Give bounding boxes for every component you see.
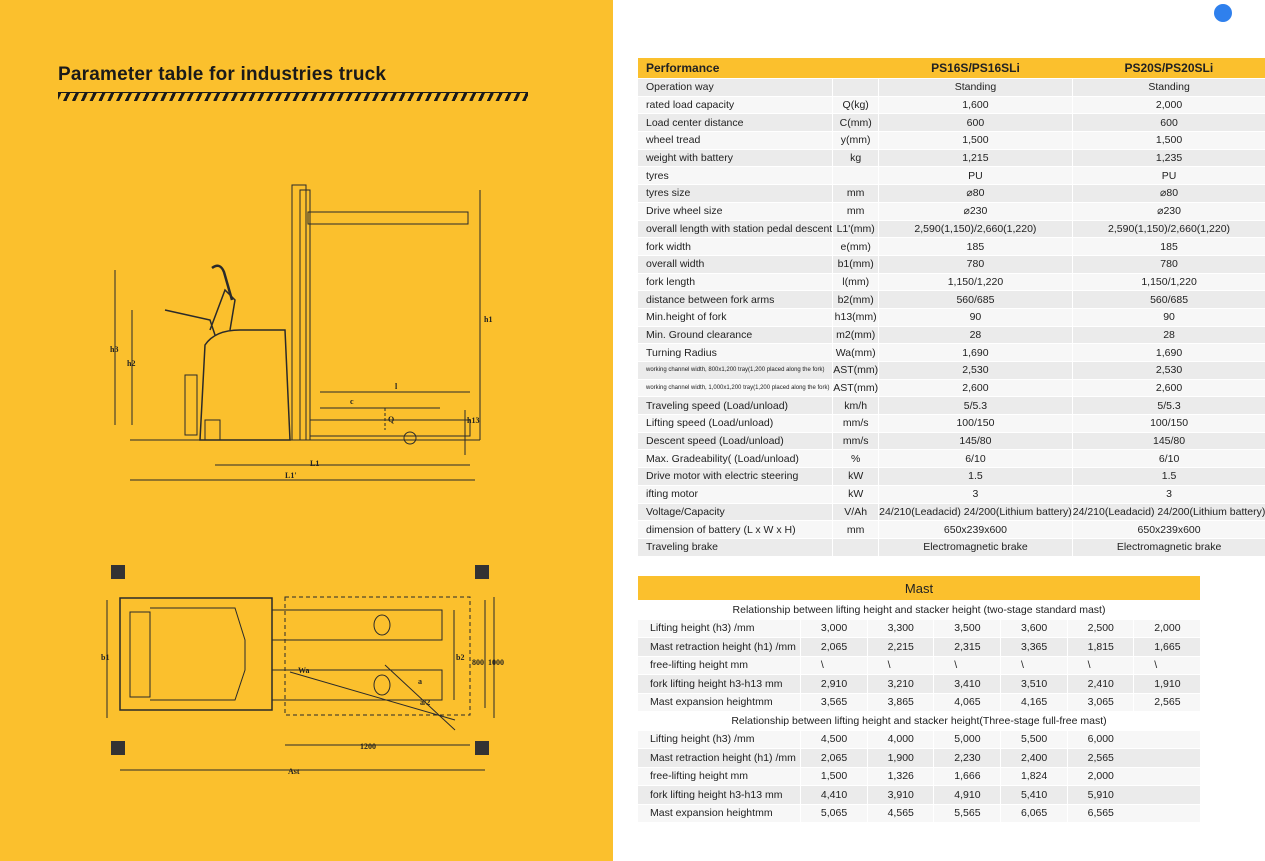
side-view-drawing: [115, 185, 480, 480]
row-unit: mm/s: [833, 415, 879, 433]
label-l1p: L1': [285, 471, 297, 480]
mast-value: 1,815: [1067, 638, 1134, 657]
mast-value: 2,910: [800, 675, 867, 694]
label-1200: 1200: [360, 742, 376, 751]
mast-value: 1,900: [867, 749, 934, 768]
mast-value: 2,410: [1067, 675, 1134, 694]
row-value-b: ⌀230: [1072, 202, 1265, 220]
row-label: Min.height of fork: [638, 308, 833, 326]
row-label: working channel width, 1,000x1,200 tray(1,200 placed along the fork): [638, 379, 833, 397]
performance-row: [638, 114, 1265, 132]
mast-row-label: Mast expansion heightmm: [638, 804, 800, 823]
corner-mark: [111, 565, 125, 579]
mast-value: 4,910: [934, 786, 1001, 805]
performance-row: [638, 220, 1265, 238]
row-value-b: 2,530: [1072, 362, 1265, 380]
row-label: weight with battery: [638, 149, 833, 167]
mast-row: [638, 675, 1200, 694]
performance-row: [638, 202, 1265, 220]
mast-row-label: fork lifting height h3-h13 mm: [638, 786, 800, 805]
row-value-b: 2,600: [1072, 379, 1265, 397]
performance-header: [638, 58, 1265, 79]
row-unit: b2(mm): [833, 291, 879, 309]
mast-value: 2,500: [1067, 619, 1134, 638]
mast-value: 3,910: [867, 786, 934, 805]
mast-value: 3,410: [934, 675, 1001, 694]
label-h1: h1: [484, 315, 493, 324]
row-value-b: 1,500: [1072, 132, 1265, 150]
row-value-a: 600: [879, 114, 1073, 132]
left-panel: [0, 0, 613, 861]
mast-value: 3,300: [867, 619, 934, 638]
performance-row: [638, 379, 1265, 397]
row-label: dimension of battery (L x W x H): [638, 521, 833, 539]
mast-row-label: Mast expansion heightmm: [638, 693, 800, 712]
header-model-a: PS16S/PS16SLi: [879, 58, 1073, 79]
row-unit: Wa(mm): [833, 344, 879, 362]
row-value-b: 600: [1072, 114, 1265, 132]
performance-table: [638, 58, 1265, 557]
mast-value: 6,065: [1000, 804, 1067, 823]
performance-row: [638, 149, 1265, 167]
mast-value: 4,500: [800, 730, 867, 749]
row-label: Load center distance: [638, 114, 833, 132]
row-value-a: 1,215: [879, 149, 1073, 167]
performance-row: [638, 238, 1265, 256]
row-label: Lifting speed (Load/unload): [638, 415, 833, 433]
row-value-b: Standing: [1072, 79, 1265, 97]
row-label: fork width: [638, 238, 833, 256]
row-value-a: 24/210(Leadacid) 24/200(Lithium battery): [879, 503, 1073, 521]
corner-mark: [475, 741, 489, 755]
label-a2: a/2: [420, 698, 431, 707]
mast-value: 4,065: [934, 693, 1001, 712]
mast-value: 1,824: [1000, 767, 1067, 786]
row-value-a: Electromagnetic brake: [879, 538, 1073, 556]
mast-row-label: Mast retraction height (h1) /mm: [638, 638, 800, 657]
row-unit: V/Ah: [833, 503, 879, 521]
row-value-b: 1.5: [1072, 468, 1265, 486]
mast-value: 2,215: [867, 638, 934, 657]
row-unit: C(mm): [833, 114, 879, 132]
row-value-a: 2,600: [879, 379, 1073, 397]
row-label: Descent speed (Load/unload): [638, 432, 833, 450]
row-unit: h13(mm): [833, 308, 879, 326]
label-l1: L1: [310, 459, 320, 468]
row-unit: kW: [833, 485, 879, 503]
row-unit: y(mm): [833, 132, 879, 150]
mast-value: 5,910: [1067, 786, 1200, 805]
row-value-a: 560/685: [879, 291, 1073, 309]
performance-row: [638, 521, 1265, 539]
row-unit: b1(mm): [833, 255, 879, 273]
performance-row: [638, 503, 1265, 521]
row-unit: AST(mm): [833, 362, 879, 380]
mast-row: [638, 749, 1200, 768]
row-value-a: 3: [879, 485, 1073, 503]
page-title: Parameter table for industries truck: [58, 64, 387, 85]
mast-value: 3,065: [1067, 693, 1134, 712]
mast-row: [638, 767, 1200, 786]
mast-value: \: [867, 656, 934, 675]
performance-row: [638, 96, 1265, 114]
mast-row-label: Lifting height (h3) /mm: [638, 619, 800, 638]
mast-value: 3,510: [1000, 675, 1067, 694]
mast-value: 1,665: [1134, 638, 1200, 657]
row-unit: l(mm): [833, 273, 879, 291]
row-unit: km/h: [833, 397, 879, 415]
row-unit: Q(kg): [833, 96, 879, 114]
row-value-b: 560/685: [1072, 291, 1265, 309]
mast-value: 3,000: [800, 619, 867, 638]
row-label: tyres size: [638, 185, 833, 203]
row-value-b: 185: [1072, 238, 1265, 256]
row-value-a: 2,530: [879, 362, 1073, 380]
header-performance: Performance: [638, 58, 833, 79]
mast-title: Mast: [638, 576, 1200, 601]
mast-value: 2,400: [1000, 749, 1067, 768]
row-unit: [833, 538, 879, 556]
label-b2: b2: [456, 653, 465, 662]
row-label: Max. Gradeability( (Load/unload): [638, 450, 833, 468]
label-q: Q: [388, 415, 395, 424]
top-view-drawing: [107, 597, 494, 770]
performance-row: [638, 538, 1265, 556]
mast-value: 1,326: [867, 767, 934, 786]
row-value-b: Electromagnetic brake: [1072, 538, 1265, 556]
row-unit: mm/s: [833, 432, 879, 450]
performance-row: [638, 185, 1265, 203]
performance-row: [638, 167, 1265, 185]
row-value-b: 145/80: [1072, 432, 1265, 450]
mast-value: 2,315: [934, 638, 1001, 657]
mast-value: \: [800, 656, 867, 675]
mast-value: 4,565: [867, 804, 934, 823]
mast-value: 3,365: [1000, 638, 1067, 657]
performance-row: [638, 308, 1265, 326]
performance-row: [638, 79, 1265, 97]
mast-row-label: fork lifting height h3-h13 mm: [638, 675, 800, 694]
row-unit: e(mm): [833, 238, 879, 256]
row-label: Traveling speed (Load/unload): [638, 397, 833, 415]
row-value-b: 1,150/1,220: [1072, 273, 1265, 291]
mast-value: 4,165: [1000, 693, 1067, 712]
row-unit: mm: [833, 202, 879, 220]
mast-row: [638, 804, 1200, 823]
mast-value: 2,565: [1134, 693, 1200, 712]
mast-value: 5,410: [1000, 786, 1067, 805]
performance-row: [638, 485, 1265, 503]
row-value-b: 100/150: [1072, 415, 1265, 433]
row-value-b: 5/5.3: [1072, 397, 1265, 415]
row-label: ifting motor: [638, 485, 833, 503]
row-value-b: 780: [1072, 255, 1265, 273]
row-value-b: 2,000: [1072, 96, 1265, 114]
mast-value: 5,065: [800, 804, 867, 823]
row-label: Traveling brake: [638, 538, 833, 556]
row-label: tyres: [638, 167, 833, 185]
mast-value: 5,000: [934, 730, 1001, 749]
performance-row: [638, 273, 1265, 291]
row-value-a: 28: [879, 326, 1073, 344]
mast-value: 6,000: [1067, 730, 1200, 749]
label-l: l: [395, 382, 398, 391]
label-b1: b1: [101, 653, 110, 662]
mast-value: 2,000: [1067, 767, 1200, 786]
row-value-b: 6/10: [1072, 450, 1265, 468]
row-unit: AST(mm): [833, 379, 879, 397]
row-label: overall length with station pedal descent: [638, 220, 833, 238]
label-b3: 1000: [488, 658, 504, 667]
row-unit: m2(mm): [833, 326, 879, 344]
row-value-a: 1,690: [879, 344, 1073, 362]
mast-value: \: [934, 656, 1001, 675]
mast-value: 4,000: [867, 730, 934, 749]
row-value-a: 145/80: [879, 432, 1073, 450]
header-model-b: PS20S/PS20SLi: [1072, 58, 1265, 79]
mast-row: [638, 693, 1200, 712]
row-label: Operation way: [638, 79, 833, 97]
label-h2: h2: [127, 359, 136, 368]
corner-mark: [111, 741, 125, 755]
mast-value: 1,910: [1134, 675, 1200, 694]
row-value-a: 1,600: [879, 96, 1073, 114]
row-label: Drive motor with electric steering: [638, 468, 833, 486]
row-value-b: 1,235: [1072, 149, 1265, 167]
row-unit: mm: [833, 521, 879, 539]
label-b5: 800: [472, 658, 484, 667]
mast-row-label: Mast retraction height (h1) /mm: [638, 749, 800, 768]
label-h3: h3: [110, 345, 119, 354]
mast-value: 2,000: [1134, 619, 1200, 638]
row-unit: [833, 167, 879, 185]
row-label: overall width: [638, 255, 833, 273]
performance-row: [638, 450, 1265, 468]
performance-row: [638, 255, 1265, 273]
row-label: rated load capacity: [638, 96, 833, 114]
label-c: c: [350, 397, 354, 406]
mast-row: [638, 656, 1200, 675]
mast-row-label: Lifting height (h3) /mm: [638, 730, 800, 749]
row-label: distance between fork arms: [638, 291, 833, 309]
row-value-b: 2,590(1,150)/2,660(1,220): [1072, 220, 1265, 238]
row-unit: %: [833, 450, 879, 468]
row-value-a: 1,500: [879, 132, 1073, 150]
mast-section-heading: Relationship between lifting height and stacker height(Three-stage full-free mast): [638, 712, 1200, 731]
row-value-b: PU: [1072, 167, 1265, 185]
row-value-a: 1.5: [879, 468, 1073, 486]
mast-value: \: [1067, 656, 1134, 675]
label-h13: h13: [467, 416, 480, 425]
row-value-a: 780: [879, 255, 1073, 273]
row-value-a: 6/10: [879, 450, 1073, 468]
mast-value: 1,500: [800, 767, 867, 786]
performance-row: [638, 132, 1265, 150]
row-value-b: 1,690: [1072, 344, 1265, 362]
mast-value: 3,565: [800, 693, 867, 712]
row-label: Turning Radius: [638, 344, 833, 362]
mast-value: 4,410: [800, 786, 867, 805]
mast-value: 5,565: [934, 804, 1001, 823]
label-a: a: [418, 677, 422, 686]
mast-value: 2,230: [934, 749, 1001, 768]
row-label: Drive wheel size: [638, 202, 833, 220]
label-wa: Wa: [298, 666, 310, 675]
row-value-a: 5/5.3: [879, 397, 1073, 415]
mast-row-label: free-lifting height mm: [638, 656, 800, 675]
mast-value: \: [1134, 656, 1200, 675]
mast-value: 2,565: [1067, 749, 1200, 768]
row-value-b: 28: [1072, 326, 1265, 344]
row-value-a: 100/150: [879, 415, 1073, 433]
corner-mark: [475, 565, 489, 579]
row-label: Min. Ground clearance: [638, 326, 833, 344]
row-value-a: 1,150/1,220: [879, 273, 1073, 291]
performance-row: [638, 397, 1265, 415]
truck-technical-drawing: [0, 0, 613, 861]
row-unit: kg: [833, 149, 879, 167]
performance-row: [638, 468, 1265, 486]
mast-value: 1,666: [934, 767, 1001, 786]
row-value-a: 2,590(1,150)/2,660(1,220): [879, 220, 1073, 238]
header-unit: [833, 58, 879, 79]
label-ast: Ast: [288, 767, 300, 776]
performance-row: [638, 344, 1265, 362]
row-value-a: Standing: [879, 79, 1073, 97]
mast-value: 3,500: [934, 619, 1001, 638]
row-label: Voltage/Capacity: [638, 503, 833, 521]
mast-value: 3,210: [867, 675, 934, 694]
row-value-b: ⌀80: [1072, 185, 1265, 203]
row-unit: [833, 79, 879, 97]
mast-value: 2,065: [800, 749, 867, 768]
mast-value: \: [1000, 656, 1067, 675]
row-value-b: 3: [1072, 485, 1265, 503]
row-value-a: 650x239x600: [879, 521, 1073, 539]
row-unit: mm: [833, 185, 879, 203]
row-label: working channel width, 800x1,200 tray(1,200 placed along the fork): [638, 362, 833, 380]
edge-badge: [1214, 4, 1232, 22]
row-label: fork length: [638, 273, 833, 291]
performance-row: [638, 432, 1265, 450]
row-value-a: PU: [879, 167, 1073, 185]
performance-row: [638, 291, 1265, 309]
mast-value: 5,500: [1000, 730, 1067, 749]
mast-value: 3,865: [867, 693, 934, 712]
mast-section-heading: Relationship between lifting height and stacker height (two-stage standard mast): [638, 601, 1200, 620]
row-value-a: 185: [879, 238, 1073, 256]
mast-value: 3,600: [1000, 619, 1067, 638]
row-value-a: ⌀230: [879, 202, 1073, 220]
mast-row: [638, 638, 1200, 657]
mast-table: [638, 576, 1200, 823]
row-value-a: ⌀80: [879, 185, 1073, 203]
performance-row: [638, 326, 1265, 344]
row-unit: L1'(mm): [833, 220, 879, 238]
mast-row: [638, 619, 1200, 638]
row-value-b: 650x239x600: [1072, 521, 1265, 539]
row-value-a: 90: [879, 308, 1073, 326]
mast-row: [638, 730, 1200, 749]
mast-value: 2,065: [800, 638, 867, 657]
mast-value: 6,565: [1067, 804, 1200, 823]
performance-row: [638, 362, 1265, 380]
row-unit: kW: [833, 468, 879, 486]
row-label: wheel tread: [638, 132, 833, 150]
row-value-b: 90: [1072, 308, 1265, 326]
mast-row-label: free-lifting height mm: [638, 767, 800, 786]
row-value-b: 24/210(Leadacid) 24/200(Lithium battery): [1072, 503, 1265, 521]
mast-row: [638, 786, 1200, 805]
performance-row: [638, 415, 1265, 433]
